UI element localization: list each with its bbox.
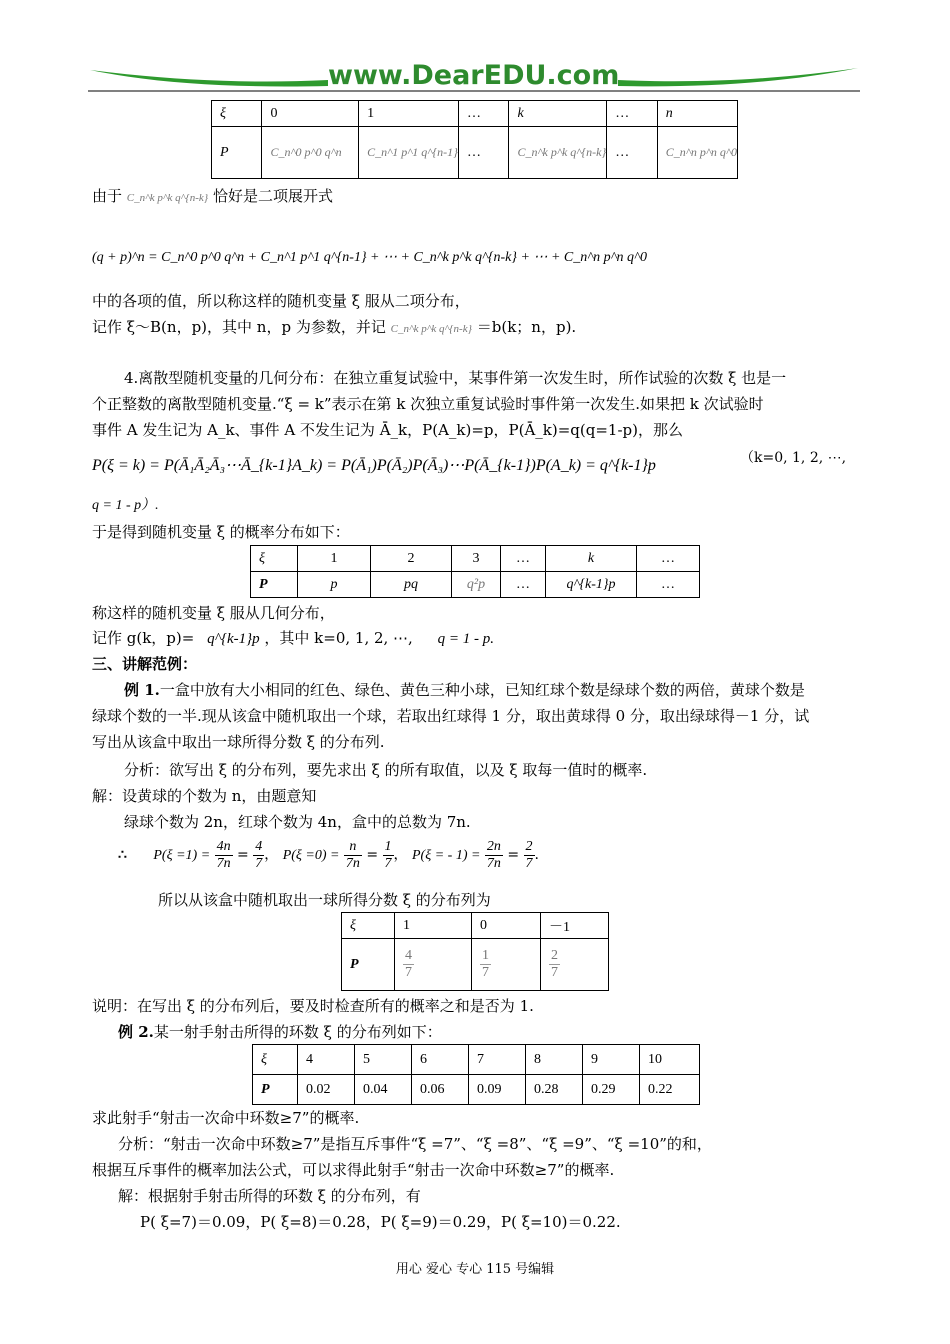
cell: 0.02 — [298, 1075, 355, 1105]
paragraph: 中的各项的值，所以称这样的随机变量 ξ 服从二项分布， — [92, 292, 470, 310]
cell: … — [607, 127, 658, 179]
cell: 0.06 — [412, 1075, 469, 1105]
paragraph: 个正整数的离散型随机变量.“ξ = k”表示在第 k 次独立重复试验时事件第一次发生.如果把 k 次试验时 — [92, 395, 764, 413]
cell: 0.28 — [526, 1075, 583, 1105]
cell: p — [298, 572, 371, 598]
cell: 1 — [298, 546, 371, 572]
cell: 1 — [359, 101, 459, 127]
cell: C_n^n p^n q^0 — [657, 127, 737, 179]
cell: C_n^1 p^1 q^{n-1} — [359, 127, 459, 179]
section-heading: 三、讲解范例： — [92, 655, 198, 673]
cell: q²p — [452, 572, 501, 598]
binomial-table — [211, 100, 738, 179]
cell: 0 — [262, 101, 359, 127]
cell: 3 — [452, 546, 501, 572]
cell: P — [251, 572, 298, 598]
logo-text: www.DearEDU.com — [328, 60, 620, 91]
paragraph: 记作 ξ～B(n，p)，其中 n，p 为参数，并记 C_n^k p^k q^{n-k} ＝b(k；n，p). — [92, 318, 577, 336]
cell: k — [546, 546, 637, 572]
cell: … — [637, 546, 700, 572]
paragraph: 写出从该盒中取出一球所得分数 ξ 的分布列. — [92, 733, 385, 751]
cell: 0.29 — [583, 1075, 640, 1105]
header-banner — [88, 58, 860, 98]
cell: … — [458, 127, 509, 179]
probability-equations: ∴ P(ξ =1) = $\frac{4n}{7n}$ = $\frac{4}{7}$ ， P(ξ =0) = $\frac{n}{7n}$ = $\frac{1}{7}$ ， P(ξ = - 1) = $\frac{2n}{7n}$ = $\frac{2}{7}$ . — [118, 838, 539, 871]
paragraph: 于是得到随机变量 ξ 的概率分布如下： — [92, 523, 350, 541]
paragraph: P( ξ=7)＝0.09，P( ξ=8)＝0.28，P( ξ=9)＝0.29，P( ξ=10)＝0.22. — [140, 1213, 621, 1231]
cell: … — [501, 572, 546, 598]
geometric-table — [250, 545, 700, 598]
paragraph: 由于 C_n^k p^k q^{n-k} 恰好是二项展开式 — [92, 187, 333, 205]
paragraph: 解：设黄球的个数为 n，由题意知 — [92, 787, 317, 805]
cell: … — [501, 546, 546, 572]
paragraph: 事件 A 发生记为 A_k、事件 A 不发生记为 Ā_k，P(A_k)=p，P(Ā_k)=q(q=1-p)，那么 — [92, 421, 683, 439]
cell: 5 — [355, 1045, 412, 1075]
cell: … — [458, 101, 509, 127]
paragraph: 绿球个数为 2n，红球个数为 4n，盒中的总数为 7n. — [124, 813, 471, 831]
cell: 6 — [412, 1045, 469, 1075]
example-1: 例 1.一盒中放有大小相同的红色、绿色、黄色三种小球，已知红球个数是绿球个数的两倍，黄球个数是 — [124, 681, 805, 699]
example1-table — [341, 912, 609, 991]
paragraph: 记作 g(k，p)= q^{k-1}p ，其中 k=0, 1, 2, ⋯, q = 1 - p. — [92, 629, 494, 647]
cell: 2 — [371, 546, 452, 572]
cell: C_n^k p^k q^{n-k} — [509, 127, 607, 179]
cell: 0.04 — [355, 1075, 412, 1105]
cell: ξ — [342, 913, 395, 939]
example-2: 例 2.某一射手射击所得的环数 ξ 的分布列如下： — [118, 1023, 442, 1041]
cell: 9 — [583, 1045, 640, 1075]
paragraph: 根据互斥事件的概率加法公式，可以求得此射手“射击一次命中环数≥7”的概率. — [92, 1161, 615, 1179]
paragraph: 所以从该盒中随机取出一球所得分数 ξ 的分布列为 — [158, 891, 491, 909]
cell: $\frac{1}{7}$ — [472, 939, 541, 991]
cell: －1 — [541, 913, 609, 939]
cell: q^{k-1}p — [546, 572, 637, 598]
paragraph: 称这样的随机变量 ξ 服从几何分布， — [92, 604, 335, 622]
cell: 10 — [640, 1045, 700, 1075]
cell: pq — [371, 572, 452, 598]
paragraph: 分析：欲写出 ξ 的分布列，要先求出 ξ 的所有取值，以及 ξ 取每一值时的概率. — [124, 761, 648, 779]
cell: 4 — [298, 1045, 355, 1075]
cell: … — [607, 101, 658, 127]
cell: ξ — [253, 1045, 298, 1075]
paragraph: 说明：在写出 ξ 的分布列后，要及时检查所有的概率之和是否为 1. — [92, 997, 534, 1015]
cell: 8 — [526, 1045, 583, 1075]
paragraph: 解：根据射手射击所得的环数 ξ 的分布列，有 — [118, 1187, 421, 1205]
cell: $\frac{2}{7}$ — [541, 939, 609, 991]
example2-table — [252, 1044, 700, 1105]
cell: 0 — [472, 913, 541, 939]
expansion-formula: (q + p)^n = C_n^0 p^0 q^n + C_n^1 p^1 q^{n-1} + ⋯ + C_n^k p^k q^{n-k} + ⋯ + C_n^n p^n q^0 — [92, 250, 647, 265]
cell: 1 — [395, 913, 472, 939]
cell: ξ — [212, 101, 262, 127]
paragraph: 4.离散型随机变量的几何分布：在独立重复试验中，某事件第一次发生时，所作试验的次数 ξ 也是一 — [124, 369, 787, 387]
cell: C_n^0 p^0 q^n — [262, 127, 359, 179]
cell: $\frac{4}{7}$ — [395, 939, 472, 991]
paragraph: 分析：“射击一次命中环数≥7”是指互斥事件“ξ =7”、“ξ =8”、“ξ =9”、“ξ =10”的和， — [118, 1135, 712, 1153]
cell: k — [509, 101, 607, 127]
q-definition: q = 1 - p）. — [92, 498, 159, 513]
cell: 7 — [469, 1045, 526, 1075]
paragraph: 求此射手“射击一次命中环数≥7”的概率. — [92, 1109, 360, 1127]
cell: n — [657, 101, 737, 127]
paragraph: 绿球个数的一半.现从该盒中随机取出一个球，若取出红球得 1 分，取出黄球得 0 分，取出绿球得－1 分，试 — [92, 707, 810, 725]
cell: … — [637, 572, 700, 598]
page-footer: 用心 爱心 专心 115 号编辑 — [395, 1262, 555, 1277]
cell: P — [253, 1075, 298, 1105]
cell: P — [342, 939, 395, 991]
cell: 0.22 — [640, 1075, 700, 1105]
cell: 0.09 — [469, 1075, 526, 1105]
cell: ξ — [251, 546, 298, 572]
geometric-formula: P(ξ = k) = P(Ā₁Ā₂Ā₃⋯Ā_{k-1}A_k) = P(Ā₁)P(Ā₂)P(Ā₃)⋯P(Ā_{k-1})P(A_k) = q^{k-1}p — [92, 457, 656, 474]
cell: P — [212, 127, 262, 179]
geometric-range: （k=0, 1, 2, ⋯, — [740, 450, 847, 466]
